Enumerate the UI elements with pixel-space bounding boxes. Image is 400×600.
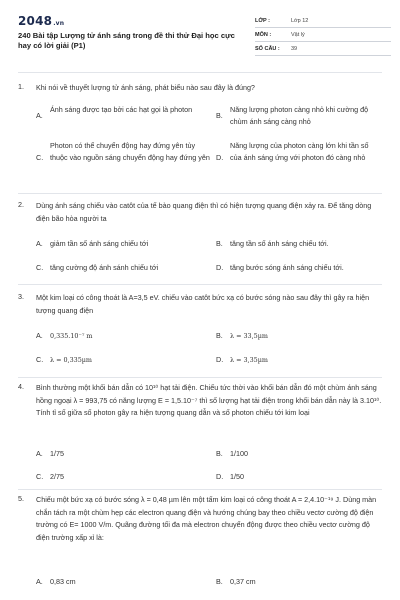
option-d[interactable] — [216, 262, 382, 274]
option-letter: A. — [36, 577, 43, 586]
option-b[interactable] — [216, 330, 382, 342]
divider — [18, 489, 382, 490]
option-text: Năng lượng của photon càng lớn khi tần số của ánh sáng ứng với photon đó càng nhỏ — [230, 141, 369, 162]
option-letter: D. — [216, 472, 224, 481]
option-text: 2/75 — [50, 472, 64, 481]
option-letter: C. — [36, 263, 44, 272]
divider — [18, 377, 382, 378]
option-text: Photon có thể chuyển động hay đứng yên tùy thuộc vào nguồn sáng chuyển động hay đứng yên — [50, 141, 210, 162]
option-letter: D. — [216, 355, 224, 364]
option-a[interactable] — [36, 330, 210, 342]
question-text: Khi nói về thuyết lượng tử ánh sáng, phát biểu nào sau đây là đúng? — [36, 83, 255, 92]
option-b[interactable] — [216, 576, 382, 588]
option-c[interactable] — [36, 262, 210, 274]
question-5 — [18, 494, 382, 596]
meta-row-subject — [255, 28, 391, 42]
question-4 — [18, 382, 382, 486]
site-logo[interactable]: 2048.vn — [18, 14, 65, 28]
meta-value: Vật lý — [291, 31, 305, 38]
document-title: 240 Bài tập Lượng tử ánh sáng trong đề thi thử Đại học cực hay có lời giải (P1) — [18, 31, 235, 50]
option-c[interactable] — [36, 140, 210, 178]
option-text: tăng bước sóng ánh sáng chiếu tới. — [230, 263, 344, 272]
question-1 — [18, 82, 382, 192]
meta-table — [255, 14, 391, 56]
option-a[interactable] — [36, 576, 210, 588]
option-letter: C. — [36, 355, 44, 364]
divider — [18, 284, 382, 285]
question-3 — [18, 292, 382, 376]
option-letter: C. — [36, 472, 44, 481]
meta-label: LỚP : — [255, 17, 270, 24]
option-letter: D. — [216, 153, 224, 162]
option-b[interactable] — [216, 104, 382, 130]
option-text: 1/75 — [50, 449, 64, 458]
option-letter: D. — [216, 263, 224, 272]
option-b[interactable] — [216, 448, 382, 460]
option-a[interactable] — [36, 238, 210, 250]
option-text: λ = 33,5µm — [230, 332, 268, 340]
option-text: 1/100 — [230, 449, 248, 458]
option-letter: B. — [216, 577, 223, 586]
option-c[interactable] — [36, 471, 210, 483]
option-letter: C. — [36, 153, 44, 162]
question-text: Một kim loại có công thoát là A=3,5 eV. chiếu vào catôt bức xạ có bước sóng nào sau đây thì gây ra hiện tượng quang điện — [36, 293, 370, 315]
option-letter: A. — [36, 331, 43, 340]
option-text: λ = 0,335µm — [50, 356, 92, 364]
option-text: 0,335.10⁻⁷ m — [50, 332, 93, 340]
option-text: tăng cường độ ánh sánh chiếu tới — [50, 263, 159, 272]
option-d[interactable] — [216, 354, 382, 366]
option-d[interactable] — [216, 471, 382, 483]
page-header — [18, 14, 388, 60]
option-c[interactable] — [36, 354, 210, 366]
question-text: Dùng ánh sáng chiếu vào catôt của tế bào quang điện thì có hiện tượng quang điện xảy ra. Để tăng dòng điện bão hòa người ta — [36, 201, 372, 223]
question-number: 2. — [18, 200, 24, 209]
option-text: Năng lượng photon càng nhỏ khi cường độ chùm ánh sáng càng nhỏ — [230, 105, 369, 126]
question-number: 1. — [18, 82, 24, 91]
divider — [18, 193, 382, 194]
meta-value: 39 — [291, 45, 298, 52]
question-number: 3. — [18, 292, 24, 301]
option-text: Ánh sáng được tạo bởi các hạt gọi là photon — [50, 105, 193, 114]
option-text: 0,83 cm — [50, 577, 76, 586]
question-text: Chiếu một bức xạ có bước sóng λ = 0,48 µm lên một tấm kim loại có công thoát A = 2,4.10⁻¹⁹ J. Dùng màn chắn tách ra một chùm hẹp các electron quang điện và hướng chúng bay theo chiều vectơ cường độ điện trường có E= 1000 V/m. Quãng đường tối đa mà electron chuyển động được theo chiều vectơ cường độ điện trường xấp xỉ là: — [36, 495, 377, 542]
option-text: 0,37 cm — [230, 577, 256, 586]
option-letter: A. — [36, 449, 43, 458]
option-text: λ = 3,35µm — [230, 356, 268, 364]
option-letter: B. — [216, 331, 223, 340]
option-letter: A. — [36, 111, 43, 120]
option-text: tăng tần số ánh sáng chiếu tới. — [230, 239, 329, 248]
option-d[interactable] — [216, 140, 382, 178]
option-letter: A. — [36, 239, 43, 248]
meta-row-class — [255, 14, 391, 28]
option-a[interactable] — [36, 448, 210, 460]
meta-label: SỐ CÂU : — [255, 45, 280, 52]
option-letter: B. — [216, 111, 223, 120]
meta-label: MÔN : — [255, 31, 272, 38]
question-text: Bình thường một khối bán dẫn có 10¹⁰ hạt tải điện. Chiếu tức thời vào khối bán dẫn đó một chùm ánh sáng hồng ngoại λ = 993,75 có năng lượng E = 1,5.10⁻⁷ thì số lượng hạt tải điện trong khối bán dẫn này là 3.10¹⁰. Tính tỉ số giữa số photon gây ra hiện tượng quang dẫn và số photon chiếu tới kim loại — [36, 383, 382, 417]
meta-row-count — [255, 42, 391, 56]
question-number: 5. — [18, 494, 24, 503]
meta-value: Lớp 12 — [291, 17, 309, 24]
question-2 — [18, 200, 382, 282]
option-letter: B. — [216, 449, 223, 458]
question-number: 4. — [18, 382, 24, 391]
option-text: giảm tần số ánh sáng chiếu tới — [50, 239, 149, 248]
option-b[interactable] — [216, 238, 382, 250]
option-text: 1/50 — [230, 472, 244, 481]
option-a[interactable] — [36, 104, 210, 130]
divider — [18, 72, 382, 73]
option-letter: B. — [216, 239, 223, 248]
